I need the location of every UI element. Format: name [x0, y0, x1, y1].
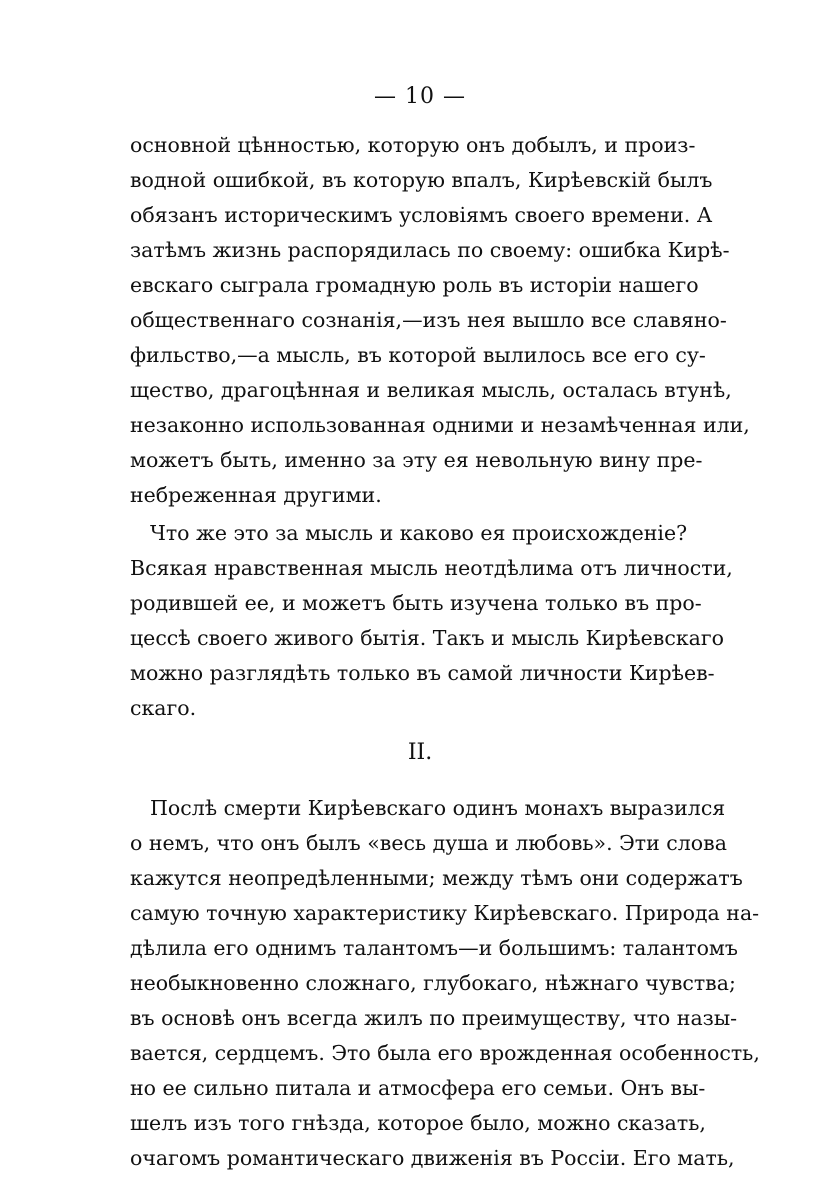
text-line: Послѣ смерти Кирѣевскаго одинъ монахъ выразился — [150, 796, 726, 820]
text-line: очагомъ романтическаго движенія въ Россіи. Его мать, — [130, 1146, 735, 1170]
text-line: небреженная другими. — [130, 483, 382, 507]
text-line: вается, сердцемъ. Это была его врожденная особенность, — [130, 1041, 760, 1065]
text-line: скаго. — [130, 696, 197, 720]
text-line: шелъ изъ того гнѣзда, которое было, можно сказать, — [130, 1111, 706, 1135]
text-line: родившей ее, и можетъ быть изучена только въ про- — [130, 591, 702, 615]
text-line: цессѣ своего живого бытія. Такъ и мысль Кирѣевскаго — [130, 626, 724, 650]
page-number: — 10 — — [374, 84, 466, 109]
text-line: самую точную характеристику Кирѣевскаго. Природа на- — [130, 901, 760, 925]
text-line: кажутся неопредѣленными; между тѣмъ они содержатъ — [130, 866, 743, 890]
text-line: дѣлила его однимъ талантомъ—и большимъ: талантомъ — [130, 936, 738, 960]
text-line: затѣмъ жизнь распорядилась по своему: ошибка Кирѣ- — [130, 238, 730, 262]
text-line: общественнаго сознанія,—изъ нея вышло все славяно- — [130, 308, 727, 332]
text-line: но ее сильно питала и атмосфера его семьи. Онъ вы- — [130, 1076, 706, 1100]
section-heading: II. — [407, 740, 433, 765]
text-line: Всякая нравственная мысль неотдѣлима отъ личности, — [130, 556, 733, 580]
text-line: фильство,—а мысль, въ которой вылилось все его су- — [130, 343, 706, 367]
text-line: необыкновенно сложнаго, глубокаго, нѣжнаго чувства; — [130, 971, 736, 995]
text-line: обязанъ историческимъ условіямъ своего времени. А — [130, 203, 713, 227]
text-line: водной ошибкой, въ которую впалъ, Кирѣевскій былъ — [130, 168, 713, 192]
text-line: щество, драгоцѣнная и великая мысль, осталась втунѣ, — [130, 378, 732, 402]
text-line: можно разглядѣть только въ самой личности Кирѣев- — [130, 661, 715, 685]
text-line: о немъ, что онъ былъ «весь душа и любовь». Эти слова — [130, 831, 727, 855]
text-line: евскаго сыграла громадную роль въ исторіи нашего — [130, 273, 699, 297]
text-line: въ основѣ онъ всегда жилъ по преимуществу, что назы- — [130, 1006, 738, 1030]
text-line: основной цѣнностью, которую онъ добылъ, и произ- — [130, 133, 696, 157]
text-line: незаконно использованная одними и незамѣченная или, — [130, 413, 750, 437]
text-line: Что же это за мысль и каково ея происхожденіе? — [150, 521, 688, 545]
text-line: можетъ быть, именно за эту ея невольную вину пре- — [130, 448, 703, 472]
